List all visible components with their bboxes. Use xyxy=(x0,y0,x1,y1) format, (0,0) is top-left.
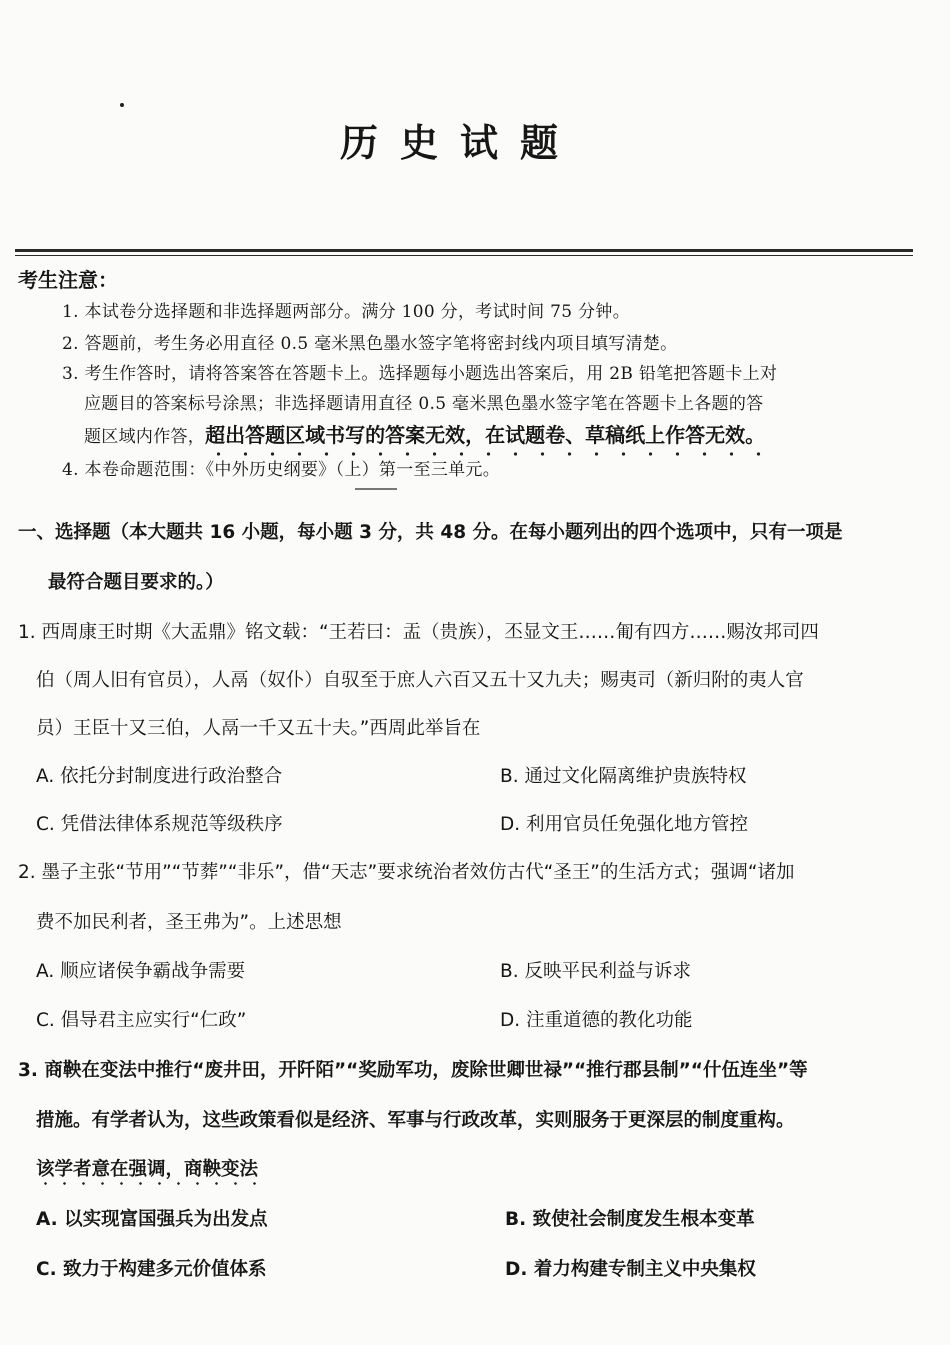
notice-item-1: 1. 本试卷分选择题和非选择题两部分。满分 100 分，考试时间 75 分钟。 xyxy=(62,302,631,322)
notice-item-3: 3. 考生作答时，请将答案答在答题卡上。选择题每小题选出答案后，用 2B 铅笔把答题卡上对 xyxy=(62,364,778,384)
q2-option-b: B. 反映平民利益与诉求 xyxy=(500,961,691,982)
section-heading-line1: 一、选择题（本大题共 16 小题，每小题 3 分，共 48 分。在每小题列出的四个选项中，只有一项是 xyxy=(18,522,843,543)
q2-stem-line2: 费不加民利者，圣王弗为”。上述思想 xyxy=(36,912,342,933)
q1-option-a: A. 依托分封制度进行政治整合 xyxy=(36,766,283,787)
q3-option-d: D. 着力构建专制主义中央集权 xyxy=(505,1259,756,1280)
q3-option-a: A. 以实现富国强兵为出发点 xyxy=(36,1209,268,1230)
q2-option-c: C. 倡导君主应实行“仁政” xyxy=(36,1010,247,1031)
q1-option-b: B. 通过文化隔离维护贵族特权 xyxy=(500,766,747,787)
q1-stem-line1: 1. 西周康王时期《大盂鼎》铭文载：“王若曰：盂（贵族），丕显文王……匍有四方……赐汝邦司四 xyxy=(18,622,819,643)
q3-emphasis-dotted: 该学者意在强调，商鞅变法 xyxy=(36,1159,259,1180)
header-rule-thick xyxy=(15,249,913,252)
q2-stem-line1: 2. 墨子主张“节用”“节葬”“非乐”，借“天志”要求统治者效仿古代“圣王”的生活方式；强调“诸加 xyxy=(18,862,795,883)
notice-item-3-tail: 题区域内作答， xyxy=(84,427,206,447)
q2-option-a: A. 顺应诸侯争霸战争需要 xyxy=(36,961,246,982)
q1-stem-line3: 员）王臣十又三伯，人鬲一千又五十夫。”西周此举旨在 xyxy=(36,718,481,739)
q1-option-d: D. 利用官员任免强化地方管控 xyxy=(500,814,749,835)
q3-stem-line3 xyxy=(36,1155,258,1181)
notice-item-3-end xyxy=(84,419,765,448)
page-title: 历史试题 xyxy=(339,121,580,165)
q3-stem-line1: 3. 商鞅在变法中推行“废井田，开阡陌”“奖励军功，废除世卿世禄”“推行郡县制”“什伍连坐”等 xyxy=(18,1060,808,1081)
q3-stem-line2: 措施。有学者认为，这些政策看似是经济、军事与行政改革，实则服务于更深层的制度重构。 xyxy=(36,1110,795,1131)
header-rule-thin xyxy=(15,255,913,256)
scan-dash-mark xyxy=(355,488,397,490)
q1-option-c: C. 凭借法律体系规范等级秩序 xyxy=(36,814,283,835)
notice-item-3-cont: 应题目的答案标号涂黑；非选择题请用直径 0.5 毫米黑色墨水签字笔在答题卡上各题的答 xyxy=(84,394,764,414)
notice-emphasis xyxy=(205,423,765,447)
q3-option-b: B. 致使社会制度发生根本变革 xyxy=(505,1209,755,1230)
q1-stem-line2: 伯（周人旧有官员），人鬲（奴仆）自驭至于庶人六百又五十又九夫；赐夷司（新归附的夷人官 xyxy=(36,670,804,691)
stray-dot-mark xyxy=(120,103,124,107)
notice-item-4: 4. 本卷命题范围：《中外历史纲要》（上）第一至三单元。 xyxy=(62,460,501,480)
section-heading-line2: 最符合题目要求的。） xyxy=(48,572,224,593)
q3-option-c: C. 致力于构建多元价值体系 xyxy=(36,1259,267,1280)
notice-item-2: 2. 答题前，考生务必用直径 0.5 毫米黑色墨水签字笔将密封线内项目填写清楚。 xyxy=(62,334,678,354)
notice-emphasis-text: 超出答题区域书写的答案无效，在试题卷、草稿纸上作答无效。 xyxy=(205,423,766,447)
notice-heading: 考生注意： xyxy=(18,268,118,292)
q2-option-d: D. 注重道德的教化功能 xyxy=(500,1010,693,1031)
